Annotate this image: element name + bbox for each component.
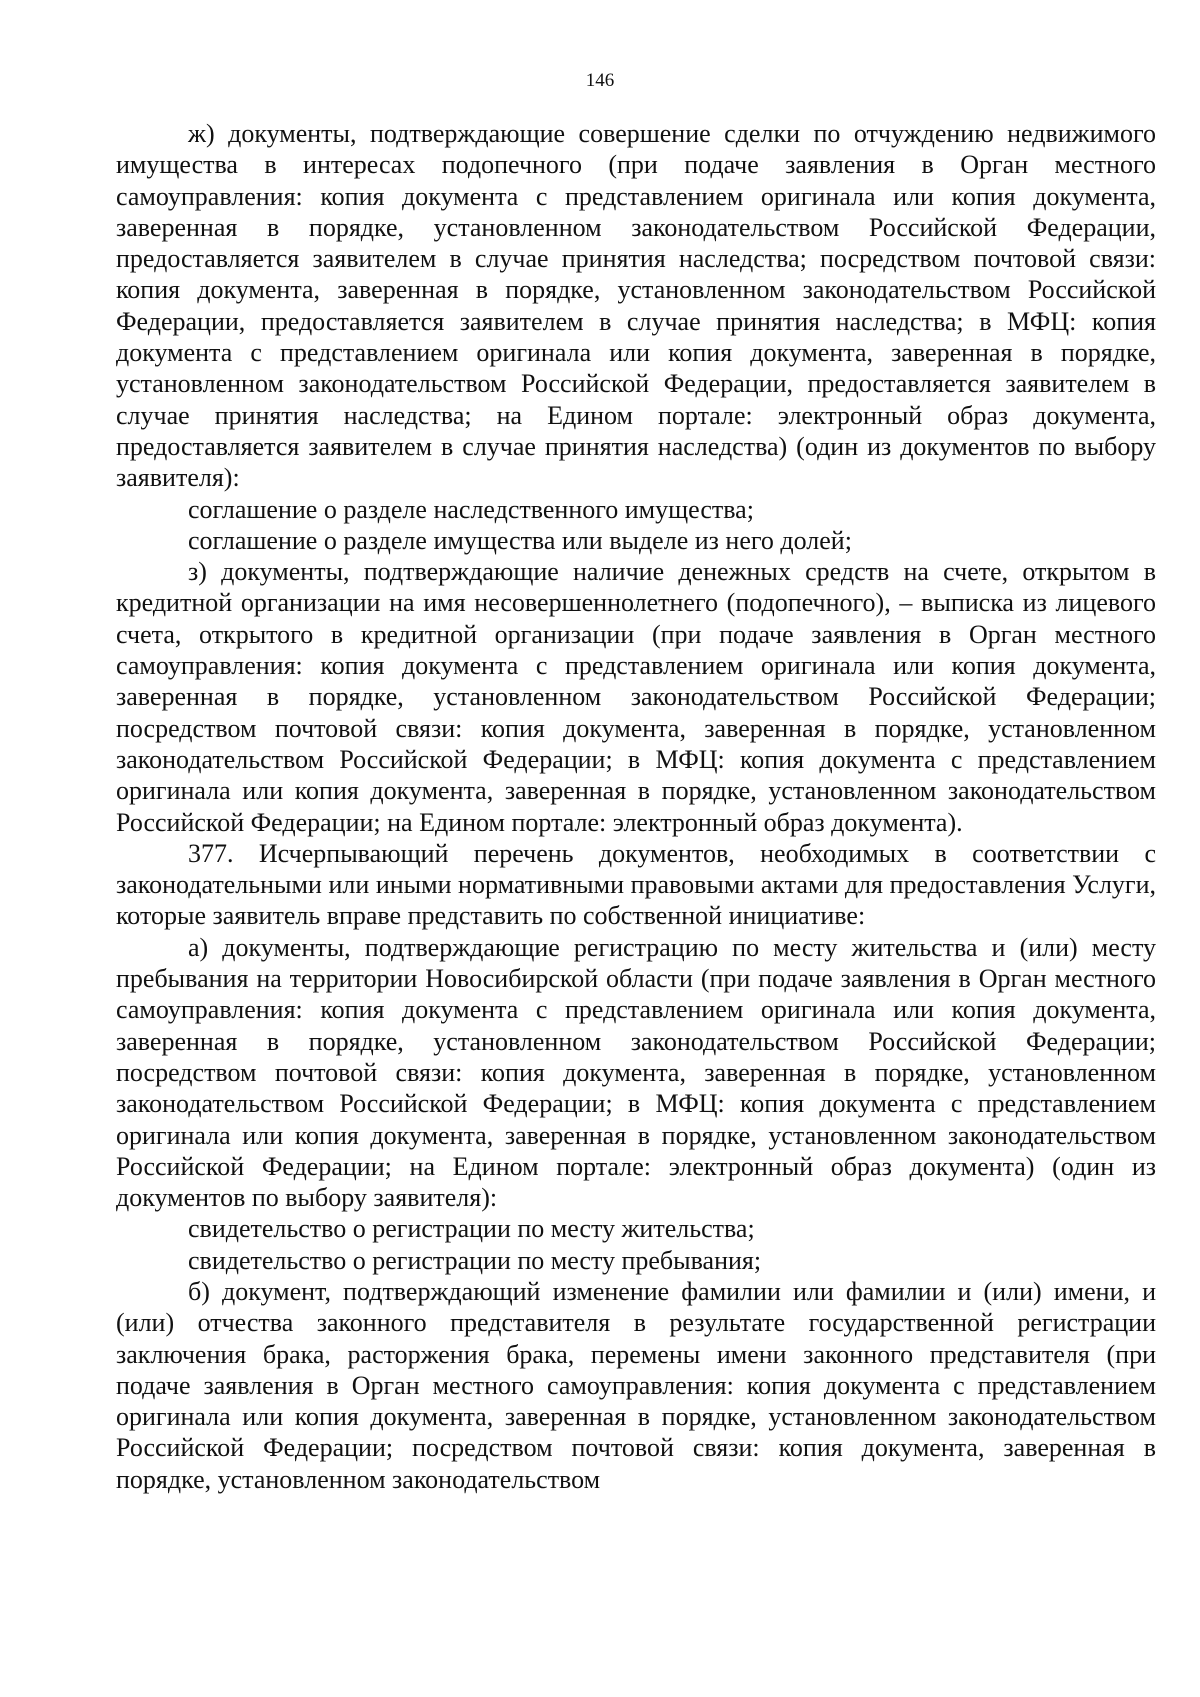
document-body — [116, 118, 1156, 1495]
list-item-residence-registration: свидетельство о регистрации по месту жительства; — [188, 1214, 755, 1244]
list-item-stay-registration: свидетельство о регистрации по месту пребывания; — [188, 1245, 762, 1275]
paragraph-zh-property-alienation: ж) документы, подтверждающие совершение сделки по отчуждению недвижимого имущества в интересах подопечного (при подаче заявления в Орган местного самоуправления: копия документа с представлением оригинала или копия документа, заверенная в порядке, установленном законодательством Российской Федерации, предоставляется заявителем в случае принятия наследства; посредством почтовой связи: копия документа, заверенная в порядке, установленном законодательством Российской Федерации, предоставляется заявителем в случае принятия наследства; в МФЦ: копия документа с представлением оригинала или копия документа, заверенная в порядке, установленном законодательством Российской Федерации, предоставляется заявителем в случае принятия наследства; на Едином портале: электронный образ документа, предоставляется заявителем в случае принятия наследства) (один из документов по выбору заявителя): — [116, 119, 1156, 493]
paragraph-b-name-change: б) документ, подтверждающий изменение фамилии или фамилии и (или) имени, и (или) отчества законного представителя в результате государственной регистрации заключения брака, расторжения брака, перемены имени законного представителя (при подаче заявления в Орган местного самоуправления: копия документа с представлением оригинала или копия документа, заверенная в порядке, установленном законодательством Российской Федерации; посредством почтовой связи: копия документа, заверенная в порядке, установленном законодательством — [116, 1276, 1156, 1494]
list-item-inheritance-division: соглашение о разделе наследственного имущества; — [188, 494, 754, 524]
paragraph-377-document-list: 377. Исчерпывающий перечень документов, необходимых в соответствии с законодательными или иными нормативными правовыми актами для предоставления Услуги, которые заявитель вправе представить по собственной инициативе: — [116, 838, 1156, 931]
list-item-property-division: соглашение о разделе имущества или выделе из него долей; — [188, 525, 852, 555]
paragraph-z-bank-account: з) документы, подтверждающие наличие денежных средств на счете, открытом в кредитной организации на имя несовершеннолетнего (подопечного), – выписка из лицевого счета, открытого в кредитной организации (при подаче заявления в Орган местного самоуправления: копия документа с представлением оригинала или копия документа, заверенная в порядке, установленном законодательством Российской Федерации; посредством почтовой связи: копия документа, заверенная в порядке, установленном законодательством Российской Федерации; в МФЦ: копия документа с представлением оригинала или копия документа, заверенная в порядке, установленном законодательством Российской Федерации; на Едином портале: электронный образ документа). — [116, 557, 1156, 837]
paragraph-a-registration: а) документы, подтверждающие регистрацию по месту жительства и (или) месту пребывания на территории Новосибирской области (при подаче заявления в Орган местного самоуправления: копия документа с представлением оригинала или копия документа, заверенная в порядке, установленном законодательством Российской Федерации; посредством почтовой связи: копия документа, заверенная в порядке, установленном законодательством Российской Федерации; в МФЦ: копия документа с представлением оригинала или копия документа, заверенная в порядке, установленном законодательством Российской Федерации; на Едином портале: электронный образ документа) (один из документов по выбору заявителя): — [116, 932, 1156, 1213]
page-number: 146 — [585, 70, 615, 91]
